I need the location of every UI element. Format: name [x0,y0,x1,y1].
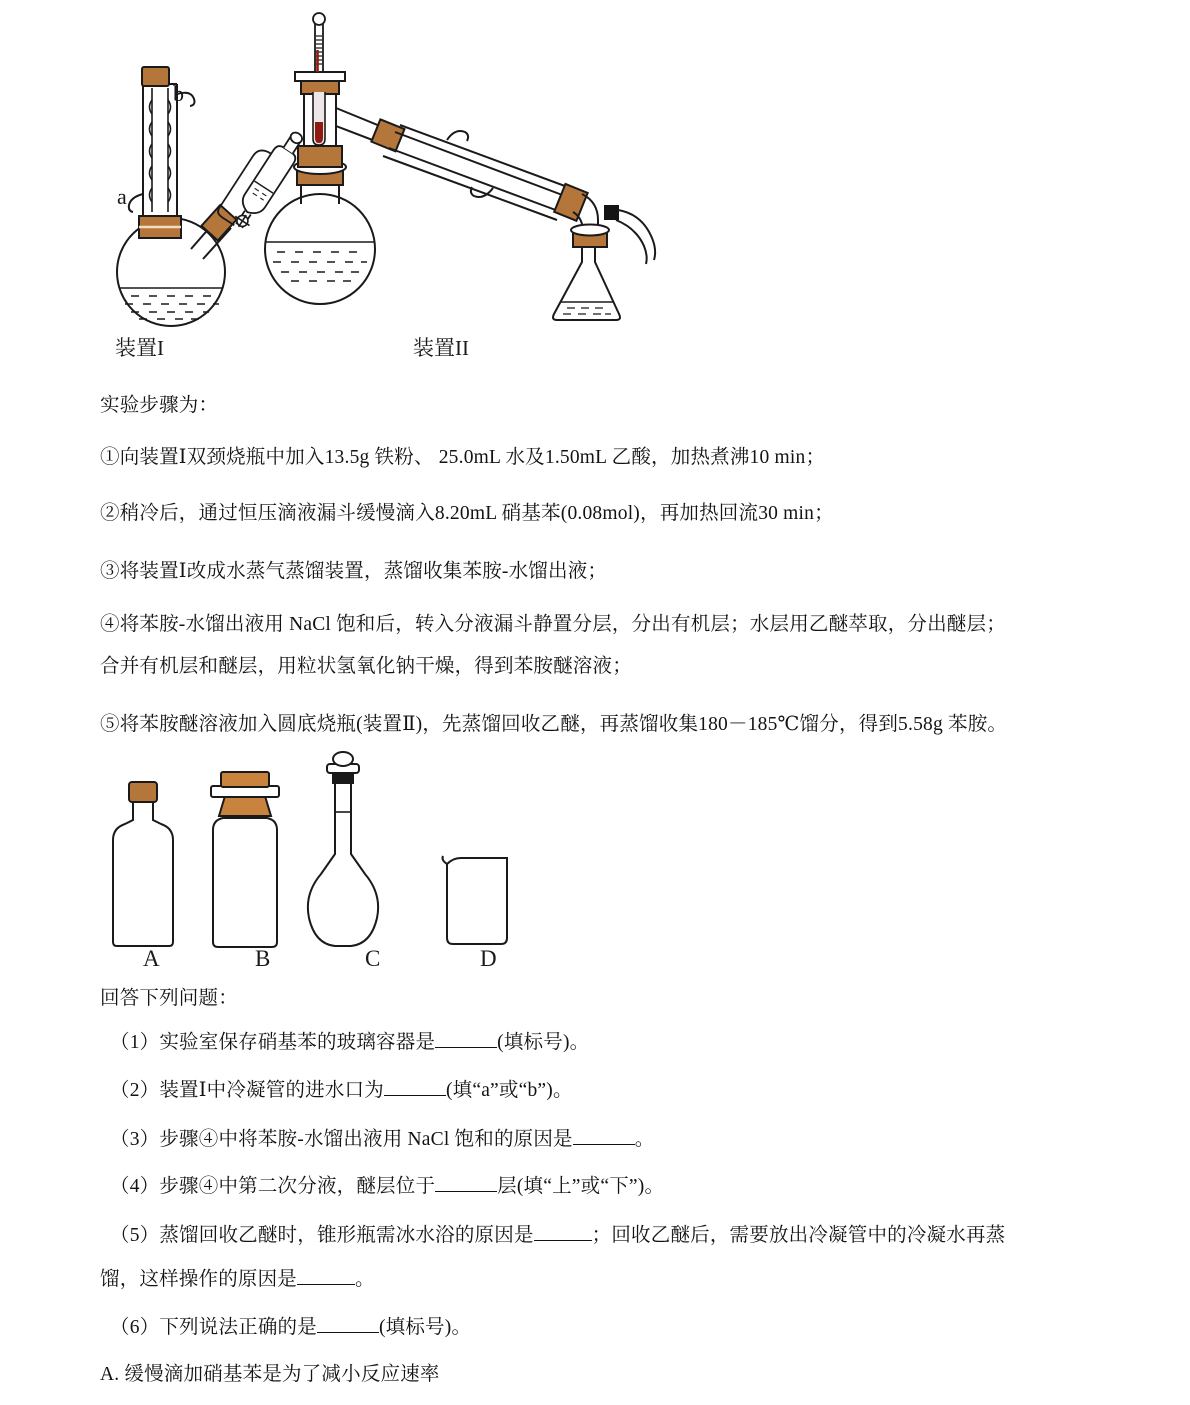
question-2-blank[interactable] [384,1095,446,1096]
question-6 [110,1313,471,1342]
question-5-text-c: 馏，这样操作的原因是 [100,1269,298,1290]
question-6-text-b: (填标号)。 [378,1317,472,1338]
question-4-blank[interactable] [435,1191,497,1192]
glassware-B-wide-mouth-bottle [211,772,279,947]
straight-condenser [383,125,598,232]
glassware-C-volumetric-flask [308,752,378,946]
glassware-label-c: C [365,946,381,971]
question-4 [110,1172,664,1201]
rbf-joint [294,146,346,185]
question-5-blank-1[interactable] [534,1240,592,1241]
step-5: ⑤将苯胺醚溶液加入圆底烧瓶(装置Ⅱ)，先蒸馏回收乙醚，再蒸馏收集180－185℃馏分，得到5.58g 苯胺。 [100,714,1008,735]
question-1-text-a: （1）实验室保存硝基苯的玻璃容器是 [110,1032,436,1053]
vent-tube [605,206,655,264]
glassware-figure [95,752,545,952]
glassware-D-beaker [443,856,508,944]
figure-captions [95,332,715,366]
question-6-text-a: （6）下列说法正确的是 [110,1317,317,1338]
round-bottom-flask [265,184,375,304]
question-6-option-a[interactable]: A. 缓慢滴加硝基苯是为了减小反应速率 [100,1364,440,1385]
glassware-label-d: D [480,946,497,971]
caption-apparatus-2: 装置II [413,336,469,360]
question-5-text-b: ；回收乙醚后，需要放出冷凝管中的冷凝水再蒸 [591,1225,1006,1246]
step-3: ③将装置Ⅰ改成水蒸气蒸馏装置，蒸馏收集苯胺-水馏出液； [100,561,608,582]
glassware-label-b: B [255,946,271,971]
apparatus-figure [95,4,715,334]
erlenmeyer-receiver [553,225,620,321]
question-2-text-a: （2）装置Ⅰ中冷凝管的进水口为 [110,1080,384,1101]
question-4-text-b: 层(填“上”或“下”)。 [497,1176,665,1197]
question-5-blank-2[interactable] [297,1284,355,1285]
step-1: ①向装置Ⅰ双颈烧瓶中加入13.5g 铁粉、 25.0mL 水及1.50mL 乙酸，加热煮沸10 min； [100,447,826,468]
question-5-line-1 [110,1221,1005,1250]
question-1-text-b: (填标号)。 [497,1032,590,1053]
glassware-A-narrow-mouth-bottle [113,782,173,946]
step-2: ②稍冷后，通过恒压滴液漏斗缓慢滴入8.20mL 硝基苯(0.08mol)，再加热回流30 min； [100,503,834,524]
glassware-label-a: A [143,946,160,971]
condenser-inlet-label: a [117,184,127,209]
question-6-blank[interactable] [317,1332,379,1333]
apparatus-2-group [265,13,655,320]
flask-cork-main [139,216,181,238]
thermometer [313,13,325,72]
question-3-blank[interactable] [573,1144,635,1145]
question-1 [110,1028,589,1057]
step-4: ④将苯胺-水馏出液用 NaCl 饱和后，转入分液漏斗静置分层，分出有机层；水层用乙醚萃取，分出醚层； [100,614,1006,635]
question-1-blank[interactable] [435,1047,497,1048]
glassware-options-svg [95,752,545,952]
question-2 [110,1076,573,1105]
question-4-text-a: （4）步骤④中第二次分液，醚层位于 [110,1176,436,1197]
questions-heading: 回答下列问题： [100,988,238,1009]
question-3-text-a: （3）步骤④中将苯胺-水馏出液用 NaCl 饱和的原因是 [110,1129,573,1150]
step-4-cont: 合并有机层和醚层，用粒状氢氧化钠干燥，得到苯胺醚溶液； [100,656,632,677]
question-5-text-a: （5）蒸馏回收乙醚时，锥形瓶需冰水浴的原因是 [110,1225,534,1246]
caption-apparatus-1: 装置I [115,336,164,360]
question-3 [110,1125,654,1154]
steps-heading: 实验步骤为： [100,395,219,416]
apparatus-diagram-svg [95,4,715,334]
glassware-labels [95,946,545,978]
question-2-text-b: (填“a”或“b”)。 [445,1080,573,1101]
question-5-text-d: 。 [355,1269,375,1290]
condenser-outlet-label: b [173,81,184,106]
bulb-condenser [129,67,195,216]
question-3-text-b: 。 [634,1129,655,1150]
question-5-line-2 [100,1265,375,1294]
